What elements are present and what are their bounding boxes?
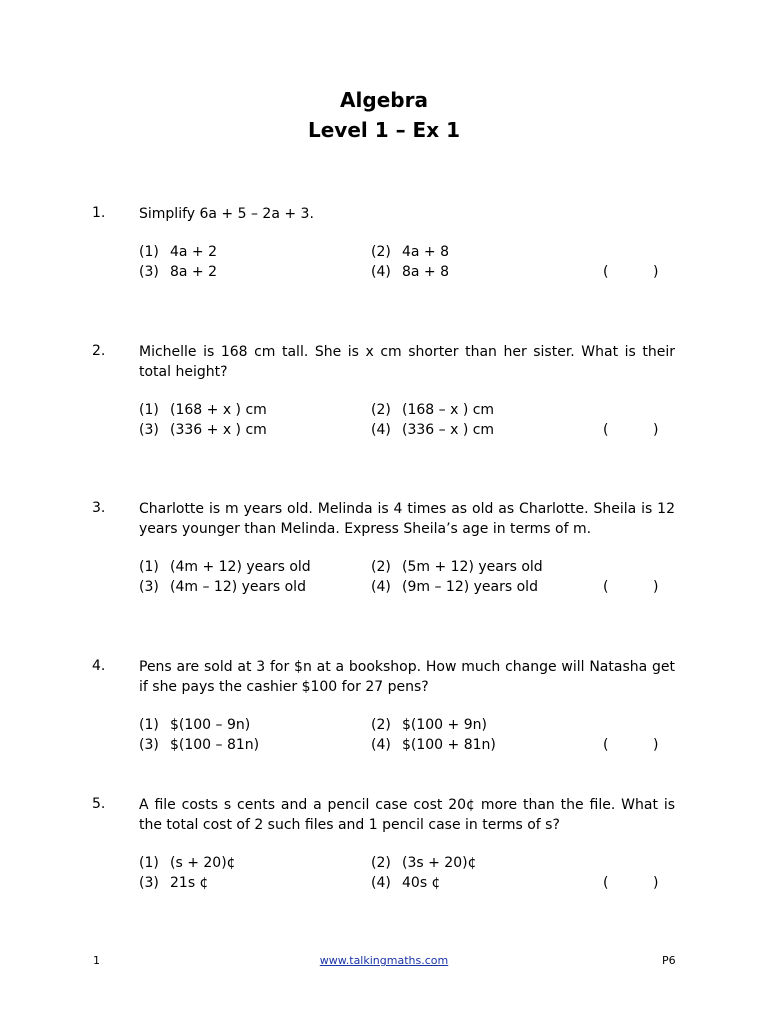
- option-1: (1) (168 + x ) cm: [139, 402, 267, 418]
- question-number: 1.: [92, 205, 106, 221]
- question-number: 3.: [92, 500, 106, 516]
- question-text: Pens are sold at 3 for $n at a bookshop. How much change will Natasha get if she pays the cashier $100 for 27 pens?: [139, 659, 675, 695]
- page-number: 1: [93, 954, 100, 967]
- document-title: Algebra: [340, 88, 428, 112]
- option-2: (2) 4a + 8: [371, 244, 450, 260]
- question-number: 5.: [92, 796, 106, 812]
- option-4: (4) (9m – 12) years old: [371, 579, 538, 595]
- answer-bracket: ( ): [603, 875, 659, 891]
- option-3: (3) 21s ¢: [139, 875, 209, 891]
- option-3: (3) 8a + 2: [139, 264, 218, 280]
- option-1: (1) (4m + 12) years old: [139, 559, 311, 575]
- question-number: 4.: [92, 658, 106, 674]
- option-4: (4) 40s ¢: [371, 875, 441, 891]
- option-3: (3) $(100 – 81n): [139, 737, 260, 753]
- answer-bracket: ( ): [603, 737, 659, 753]
- question-number: 2.: [92, 343, 106, 359]
- question-text: Charlotte is m years old. Melinda is 4 times as old as Charlotte. Sheila is 12 years younger than Melinda. Express Sheila’s age in terms of m.: [139, 501, 675, 537]
- option-1: (1) $(100 – 9n): [139, 717, 251, 733]
- option-2: (2) $(100 + 9n): [371, 717, 487, 733]
- option-4: (4) (336 – x ) cm: [371, 422, 495, 438]
- option-4: (4) 8a + 8: [371, 264, 450, 280]
- option-3: (3) (336 + x ) cm: [139, 422, 267, 438]
- answer-bracket: ( ): [603, 579, 659, 595]
- option-3: (3) (4m – 12) years old: [139, 579, 306, 595]
- document-subtitle: Level 1 – Ex 1: [307, 118, 460, 142]
- option-2: (2) (3s + 20)¢: [371, 855, 477, 871]
- option-2: (2) (168 – x ) cm: [371, 402, 495, 418]
- option-2: (2) (5m + 12) years old: [371, 559, 543, 575]
- question-text: A file costs s cents and a pencil case cost 20¢ more than the file. What is the total cost of 2 such files and 1 pencil case in terms of s?: [139, 797, 675, 833]
- answer-bracket: ( ): [603, 422, 659, 438]
- website-link[interactable]: www.talkingmaths.com: [319, 954, 449, 967]
- question-text: Michelle is 168 cm tall. She is x cm shorter than her sister. What is their total height?: [139, 344, 675, 380]
- level-label: P6: [662, 954, 676, 967]
- option-1: (1) (s + 20)¢: [139, 855, 236, 871]
- option-4: (4) $(100 + 81n): [371, 737, 496, 753]
- option-1: (1) 4a + 2: [139, 244, 218, 260]
- answer-bracket: ( ): [603, 264, 659, 280]
- question-text: Simplify 6a + 5 – 2a + 3.: [139, 206, 314, 222]
